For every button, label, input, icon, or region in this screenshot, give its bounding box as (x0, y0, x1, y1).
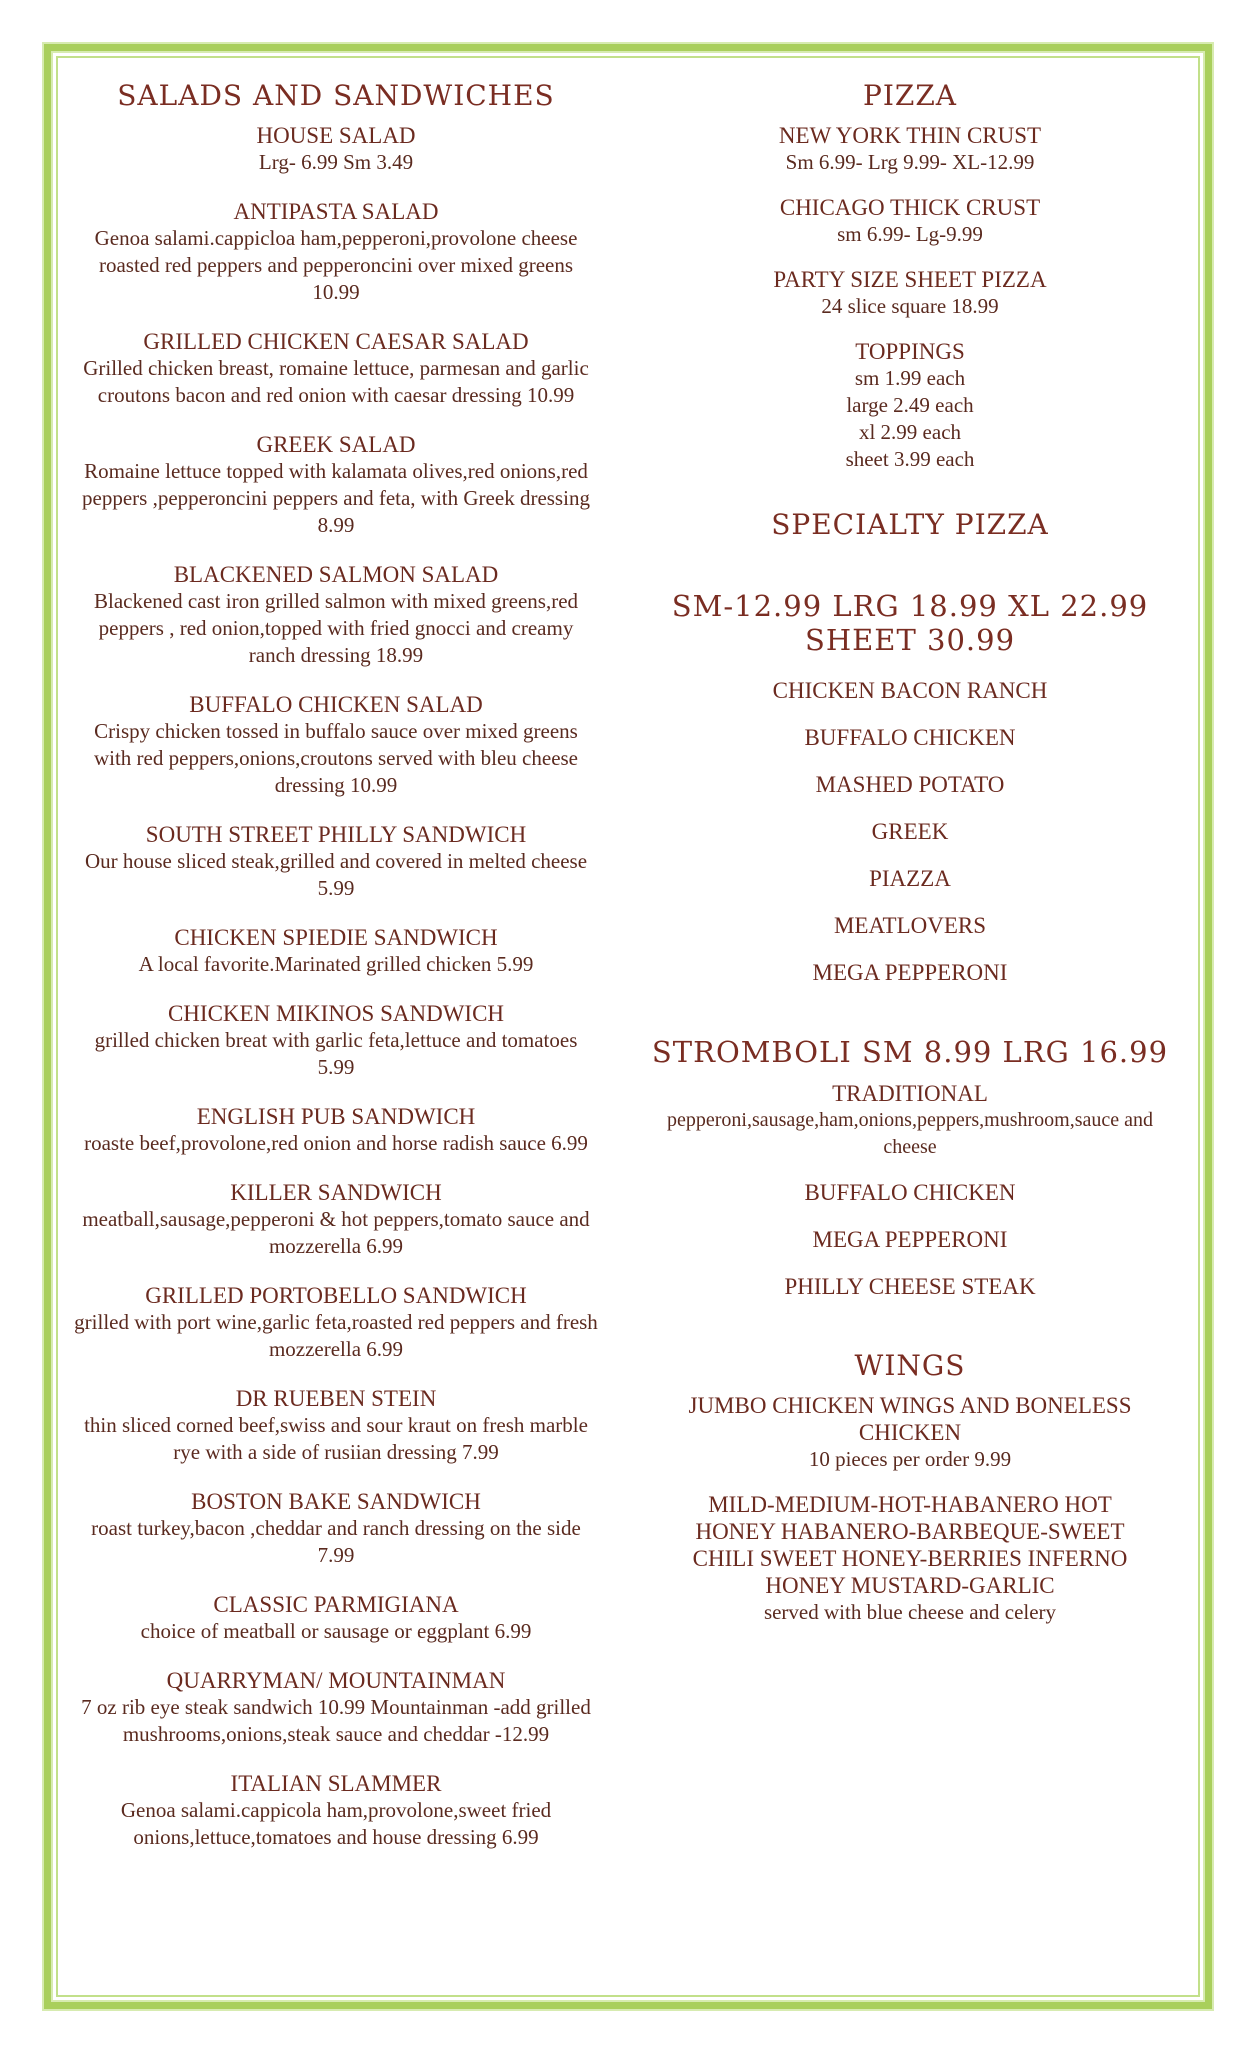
salads-heading: SALADS AND SANDWICHES (117, 79, 555, 112)
item-name: HOUSE SALAD (256, 123, 416, 149)
item-name: ENGLISH PUB SANDWICH (196, 1104, 476, 1130)
item-name: SOUTH STREET PHILLY SANDWICH (145, 822, 527, 848)
specialty-heading: SPECIALTY PIZZA (771, 508, 1049, 542)
item-desc: thin sliced corned beef,swiss and sour kraut on fresh marble rye with a side of rusiian dressing 7.99 (84, 1413, 588, 1465)
item-name: KILLER SANDWICH (230, 1180, 442, 1206)
item-desc: Crispy chicken tossed in buffalo sauce over mixed greens with red peppers,onions,croutons served with bleu cheese dressing 10.99 (93, 719, 579, 798)
pizza-heading: PIZZA (862, 79, 958, 112)
item-name: PARTY SIZE SHEET PIZZA (773, 267, 1047, 293)
item-desc: pepperoni,sausage,ham,onions,peppers,mushroom,sauce and cheese (667, 1108, 1153, 1158)
specialty-item: MEATLOVERS (833, 913, 987, 939)
specialty-item: PIAZZA (869, 866, 951, 892)
wing-sauces (640, 1491, 1180, 1626)
item-desc: Genoa salami.cappicola ham,provolone,sweet fried onions,lettuce,tomatoes and house dressing 6.99 (120, 1798, 552, 1850)
pizza-column (640, 80, 1180, 1626)
item-desc: Sm 6.99- Lrg 9.99- XL-12.99 (785, 150, 1035, 175)
item-desc: grilled chicken breat with garlic feta,lettuce and tomatoes 5.99 (94, 1028, 578, 1080)
item-name: DR RUEBEN STEIN (235, 1386, 437, 1412)
specialty-item: MEGA PEPPERONI (812, 960, 1008, 986)
specialty-item: MASHED POTATO (815, 772, 1005, 798)
menu-item (74, 1000, 598, 1081)
topping-price: sm 1.99 each (854, 366, 966, 391)
menu-item (640, 266, 1180, 320)
sauce-line: HONEY MUSTARD-GARLIC (765, 1572, 1055, 1598)
topping-price: large 2.49 each (846, 393, 974, 418)
menu-item (640, 122, 1180, 176)
item-desc: Grilled chicken breast, romaine lettuce, parmesan and garlic croutons bacon and red onion with caesar dressing 10.99 (83, 356, 589, 408)
specialty-price-line: SHEET 30.99 (804, 623, 1016, 658)
item-name: ITALIAN SLAMMER (230, 1771, 442, 1797)
item-desc: Lrg- 6.99 Sm 3.49 (258, 150, 414, 175)
menu-item (74, 1103, 598, 1157)
item-name: BOSTON BAKE SANDWICH (191, 1489, 481, 1515)
menu-item (74, 1770, 598, 1851)
menu-item (640, 194, 1180, 248)
menu-item (74, 431, 598, 539)
salads-list (74, 122, 598, 1851)
item-name: BLACKENED SALMON SALAD (173, 562, 499, 588)
item-desc: grilled with port wine,garlic feta,roasted red peppers and fresh mozzerella 6.99 (74, 1310, 598, 1362)
stromboli-item: PHILLY CHEESE STEAK (784, 1273, 1036, 1299)
wings-heading: WINGS (854, 1348, 966, 1382)
stromboli-item: BUFFALO CHICKEN (804, 1179, 1016, 1205)
specialty-prices (640, 589, 1180, 657)
item-desc: 7 oz rib eye steak sandwich 10.99 Mountainman -add grilled mushrooms,onions,steak sauce and cheddar -12.99 (81, 1695, 591, 1747)
item-desc: Romaine lettuce topped with kalamata olives,red onions,red peppers ,pepperoncini peppers and feta, with Greek dressing 8.99 (82, 459, 590, 538)
topping-price: sheet 3.99 each (845, 447, 975, 472)
sauce-line: HONEY HABANERO-BARBEQUE-SWEET (695, 1518, 1125, 1544)
sauce-line: CHILI SWEET HONEY-BERRIES INFERNO (692, 1545, 1128, 1571)
menu-item (74, 328, 598, 409)
item-name: GREEK SALAD (256, 432, 416, 458)
item-name: NEW YORK THIN CRUST (778, 123, 1042, 149)
sauce-line: MILD-MEDIUM-HOT-HABANERO HOT (708, 1491, 1112, 1517)
specialty-item: BUFFALO CHICKEN (804, 725, 1016, 751)
stromboli-item: MEGA PEPPERONI (812, 1226, 1008, 1252)
item-name: ANTIPASTA SALAD (233, 199, 439, 225)
item-name: JUMBO CHICKEN WINGS AND BONELESS CHICKEN (688, 1392, 1132, 1445)
menu-item (74, 691, 598, 799)
item-desc: 10 pieces per order 9.99 (808, 1446, 1012, 1471)
item-desc: choice of meatball or sausage or eggplant 6.99 (140, 1619, 532, 1644)
menu-item (74, 924, 598, 978)
menu-item (74, 1591, 598, 1645)
item-name: CHICKEN MIKINOS SANDWICH (167, 1001, 505, 1027)
item-desc: roaste beef,provolone,red onion and horse radish sauce 6.99 (84, 1131, 588, 1156)
toppings-name: TOPPINGS (855, 339, 965, 365)
menu-item (74, 1385, 598, 1466)
specialty-item: GREEK (871, 819, 949, 845)
menu-item (640, 1080, 1180, 1161)
item-desc: Our house sliced steak,grilled and covered in melted cheese 5.99 (84, 849, 588, 901)
menu-item (74, 1282, 598, 1363)
menu-item (74, 1667, 598, 1748)
salads-sandwiches-column (74, 80, 598, 1873)
item-desc: meatball,sausage,pepperoni & hot peppers,tomato sauce and mozzerella 6.99 (82, 1207, 590, 1259)
item-name: GRILLED CHICKEN CAESAR SALAD (143, 329, 529, 355)
menu-item (74, 821, 598, 902)
menu-item (74, 1488, 598, 1569)
specialty-price-line: SM-12.99 LRG 18.99 XL 22.99 (671, 589, 1149, 624)
item-desc: sm 6.99- Lg-9.99 (837, 222, 983, 247)
item-name: QUARRYMAN/ MOUNTAINMAN (166, 1668, 506, 1694)
item-name: GRILLED PORTOBELLO SANDWICH (145, 1283, 527, 1309)
item-name: CHICAGO THICK CRUST (779, 195, 1041, 221)
specialty-item: CHICKEN BACON RANCH (772, 678, 1048, 704)
toppings (640, 338, 1180, 473)
item-name: TRADITIONAL (832, 1080, 988, 1106)
item-desc: 24 slice square 18.99 (821, 294, 999, 319)
item-desc: Blackened cast iron grilled salmon with mixed greens,red peppers , red onion,topped with fried gnocci and creamy ranch dressing 18.99 (93, 589, 579, 668)
item-name: BUFFALO CHICKEN SALAD (189, 692, 483, 718)
menu-item (74, 1179, 598, 1260)
menu-item (74, 561, 598, 669)
item-desc: roast turkey,bacon ,cheddar and ranch dressing on the side 7.99 (91, 1516, 581, 1568)
item-name: CLASSIC PARMIGIANA (213, 1592, 459, 1618)
item-desc: Genoa salami.cappicloa ham,pepperoni,provolone cheese roasted red peppers and pepperoncini over mixed greens 10.99 (94, 226, 578, 305)
stromboli-heading: STROMBOLI SM 8.99 LRG 16.99 (651, 1035, 1169, 1070)
menu-item (74, 198, 598, 306)
item-name: CHICKEN SPIEDIE SANDWICH (174, 925, 498, 951)
item-desc: A local favorite.Marinated grilled chicken 5.99 (138, 952, 534, 977)
sauce-note: served with blue cheese and celery (763, 1599, 1057, 1624)
topping-price: xl 2.99 each (858, 420, 962, 445)
menu-item (74, 122, 598, 176)
menu-item (640, 1392, 1180, 1473)
